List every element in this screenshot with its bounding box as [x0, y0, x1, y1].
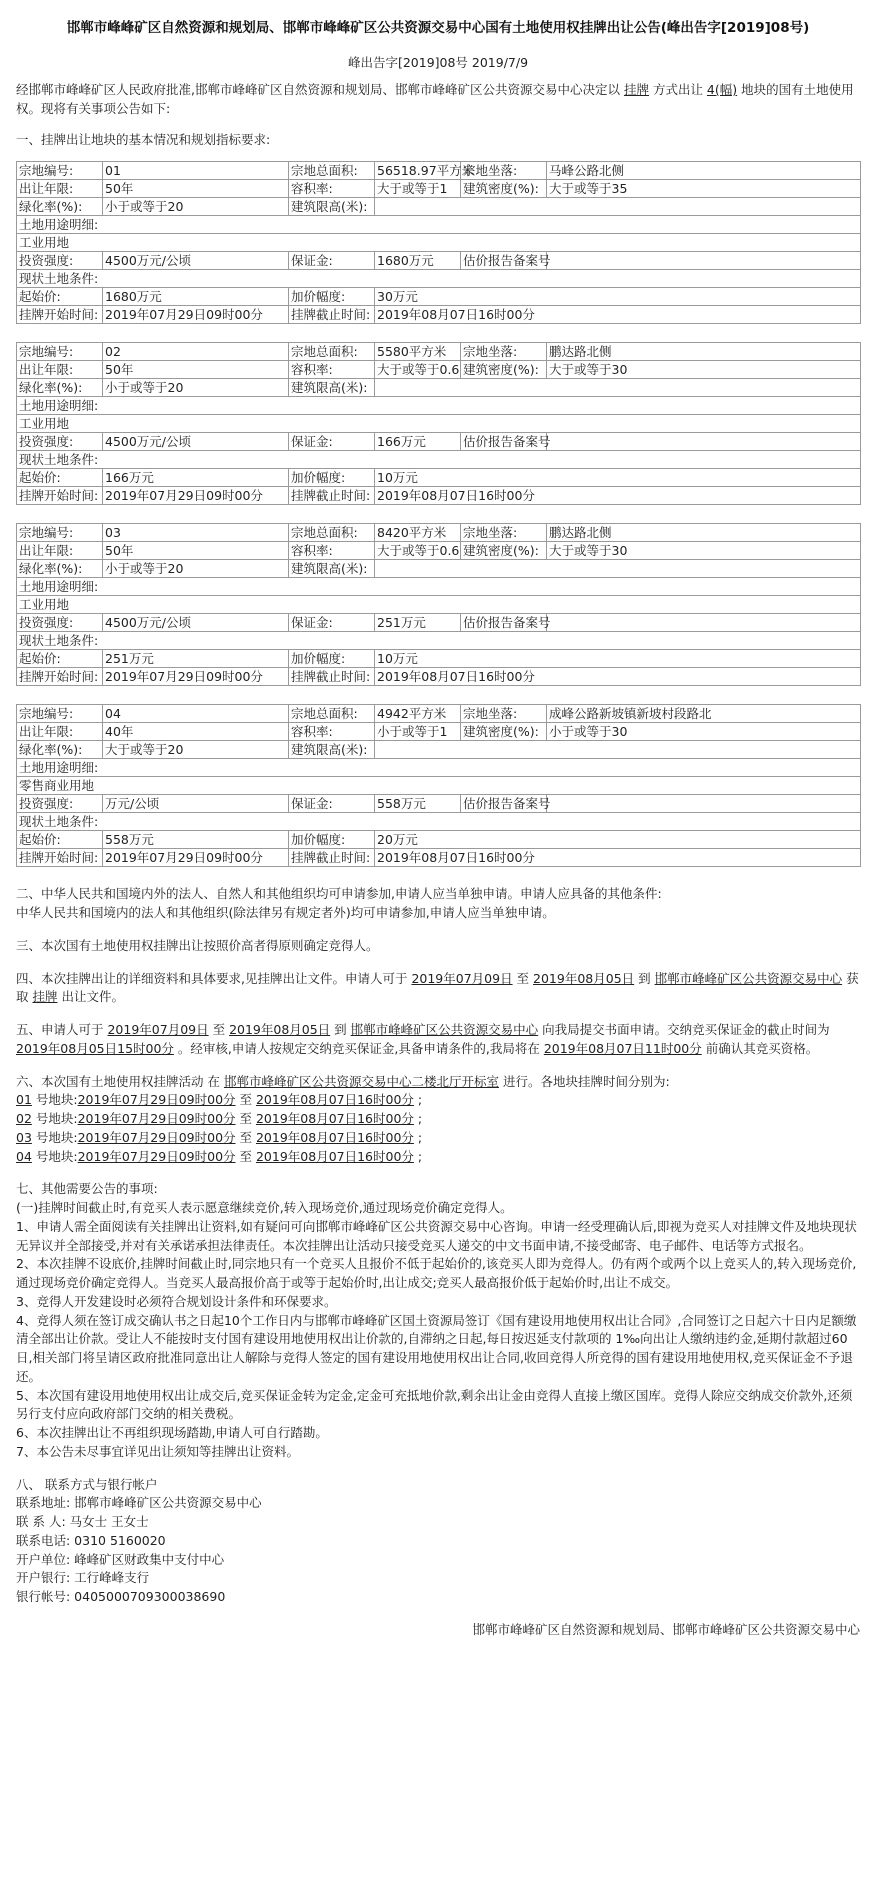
parcel-start-price: 558万元 [103, 831, 289, 849]
parcel-green: 小于或等于20 [103, 560, 289, 578]
parcel-location: 鹏达路北侧 [547, 343, 861, 361]
table-row: 出让年限: 50年 容积率: 大于或等于0.6 建筑密度(%): 大于或等于30 [17, 542, 861, 560]
table-row: 起始价: 251万元 加价幅度: 10万元 [17, 650, 861, 668]
parcel-use: 零售商业用地 [17, 777, 861, 795]
parcel-area: 4942平方米 [375, 705, 461, 723]
table-row: 现状土地条件: [17, 813, 861, 831]
list-item: 02 号地块:2019年07月29日09时00分 至 2019年08月07日16时00分 ; [16, 1111, 423, 1126]
parcel-appraisal [547, 614, 861, 632]
parcel-use: 工业用地 [17, 596, 861, 614]
table-row: 绿化率(%): 大于或等于20 建筑限高(米): [17, 741, 861, 759]
parcel-area: 56518.97平方米 [375, 162, 461, 180]
parcel-start-time: 2019年07月29日09时00分 [103, 487, 289, 505]
parcel-tables [16, 161, 860, 867]
parcel-deposit: 251万元 [375, 614, 461, 632]
table-row: 投资强度: 万元/公顷 保证金: 558万元 估价报告备案号 [17, 795, 861, 813]
parcel-increment: 30万元 [375, 288, 861, 306]
section-1-heading: 一、挂牌出让地块的基本情况和规划指标要求: [16, 131, 271, 147]
parcel-appraisal [547, 252, 861, 270]
parcel-density: 小于或等于30 [547, 723, 861, 741]
parcel-far: 小于或等于1 [375, 723, 461, 741]
parcel-code: 02 [103, 343, 289, 361]
table-row: 土地用途明细: [17, 578, 861, 596]
table-row: 起始价: 166万元 加价幅度: 10万元 [17, 469, 861, 487]
parcel-term: 50年 [103, 180, 289, 198]
table-row: 起始价: 1680万元 加价幅度: 30万元 [17, 288, 861, 306]
parcel-invest: 4500万元/公顷 [103, 433, 289, 451]
account-bank: 开户银行: 工行峰峰支行 [16, 1570, 150, 1586]
table-row: 出让年限: 50年 容积率: 大于或等于1 建筑密度(%): 大于或等于35 [17, 180, 861, 198]
parcel-appraisal [547, 433, 861, 451]
contact-phone: 联系电话: 0310 5160020 [16, 1532, 166, 1548]
issuer-signature: 邯郸市峰峰矿区自然资源和规划局、邯郸市峰峰矿区公共资源交易中心 [472, 1621, 860, 1637]
parcel-density: 大于或等于30 [547, 361, 861, 379]
parcel-area: 5580平方米 [375, 343, 461, 361]
venue: 邯郸市峰峰矿区公共资源交易中心二楼北厅开标室 [223, 1073, 499, 1089]
page-title: 邯郸市峰峰矿区自然资源和规划局、邯郸市峰峰矿区公共资源交易中心国有土地使用权挂牌出让公告(峰出告字[2019]08号) [66, 20, 810, 36]
parcel-code: 03 [103, 524, 289, 542]
parcel-far: 大于或等于0.6 [375, 542, 461, 560]
table-row: 土地用途明细: [17, 216, 861, 234]
parcel-table [16, 342, 861, 505]
table-row: 现状土地条件: [17, 632, 861, 650]
parcel-table [16, 704, 861, 867]
parcel-density: 大于或等于30 [547, 542, 861, 560]
table-row: 出让年限: 40年 容积率: 小于或等于1 建筑密度(%): 小于或等于30 [17, 723, 861, 741]
list-item: 04 号地块:2019年07月29日09时00分 至 2019年08月07日16时00分 ; [16, 1148, 423, 1164]
section-4: 四、本次挂牌出让的详细资料和具体要求,见挂牌出让文件。申请人可于 2019年07月09日 至 2019年08月05日 到 邯郸市峰峰矿区公共资源交易中心 获取 挂牌 出让文件。 [16, 970, 859, 1005]
table-row: 挂牌开始时间: 2019年07月29日09时00分 挂牌截止时间: 2019年08月07日16时00分 [17, 487, 861, 505]
intro-paragraph: 经邯郸市峰峰矿区人民政府批准,邯郸市峰峰矿区自然资源和规划局、邯郸市峰峰矿区公共资源交易中心决定以 挂牌 方式出让 4(幅) 地块的国有土地使用权。现将有关事项公告如下: [16, 82, 854, 116]
table-row: 宗地编号: 03 宗地总面积: 8420平方米 宗地坐落: 鹏达路北侧 [17, 524, 861, 542]
parcel-appraisal [547, 795, 861, 813]
parcel-term: 50年 [103, 361, 289, 379]
contact-person: 联 系 人: 马女士 王女士 [16, 1514, 149, 1529]
contact-address: 联系地址: 邯郸市峰峰矿区公共资源交易中心 [16, 1495, 262, 1511]
table-row: 投资强度: 4500万元/公顷 保证金: 166万元 估价报告备案号 [17, 433, 861, 451]
parcel-end-time: 2019年08月07日16时00分 [375, 306, 861, 324]
parcel-green: 小于或等于20 [103, 379, 289, 397]
parcel-increment: 20万元 [375, 831, 861, 849]
parcel-location: 成峰公路新坡镇新坡村段路北 [547, 705, 861, 723]
parcel-table [16, 523, 861, 686]
table-row: 绿化率(%): 小于或等于20 建筑限高(米): [17, 560, 861, 578]
parcel-far: 大于或等于1 [375, 180, 461, 198]
parcel-green: 大于或等于20 [103, 741, 289, 759]
parcel-far: 大于或等于0.6 [375, 361, 461, 379]
account-unit: 开户单位: 峰峰矿区财政集中支付中心 [16, 1551, 225, 1567]
parcel-height [375, 198, 861, 216]
table-row: 挂牌开始时间: 2019年07月29日09时00分 挂牌截止时间: 2019年08月07日16时00分 [17, 668, 861, 686]
parcel-area: 8420平方米 [375, 524, 461, 542]
parcel-green: 小于或等于20 [103, 198, 289, 216]
parcel-increment: 10万元 [375, 650, 861, 668]
parcel-height [375, 741, 861, 759]
table-row: 绿化率(%): 小于或等于20 建筑限高(米): [17, 198, 861, 216]
parcel-start-price: 166万元 [103, 469, 289, 487]
document-number: 峰出告字[2019]08号 2019/7/9 [347, 55, 529, 71]
method-underlined: 挂牌 [623, 82, 649, 97]
section-7: 七、其他需要公告的事项: (一)挂牌时间截止时,有竞买人表示愿意继续竞价,转入现场竞价,通过现场竞价确定竞得人。 1、申请人需全面阅读有关挂牌出让资料,如有疑问可向邯郸市峰峰矿区公共资源交易中心咨询。申请一经受理确认后,即视为竞买人对挂牌文件及地块现状无异议并全部接受,并对有关承诺承担法律责任。本次挂牌出让活动只接受竞买人递交的中文书面申请,不接受邮寄、电子邮件、电话等方式报名。 2、本次挂牌不设底价,挂牌时间截止时,同宗地只有一个竞买人且报价不低于起始价的,该竞买人即为竞得人。仍有两个或两个以上竞买人的,转入现场竞价,通过现场竞价确定竞得人。当竞买人最高报价高于或等于起始价时,出让成交;竞买人最高报价低于起始价时,出让不成交。 3、竞得人开发建设时必须符合规划设计条件和环保要求。 4、竞得人须在签订成交确认书之日起10个工作日内与邯郸市峰峰矿区国土资源局签订《国有建设用地使用权出让合同》,合同签订之日起六十日内足额缴清全部出让价款。受让人不能按时支付国有建设用地使用权出让价款的,自滞纳之日起,每日按迟延支付款项的 1‰向出让人缴纳违约金,延期付款超过60日,相关部门将呈请区政府批准同意出让人解除与竞得人签定的国有建设用地使用权出让合同,收回竞得人所竞得的国有建设用地使用权,竞买保证金不予退还。 5、本次国有建设用地使用权出让成交后,竞买保证金转为定金,定金可充抵地价款,剩余出让金由竞得人直接上缴区国库。竞得人除应交纳成交价款外,还须另行支付应向政府部门交纳的相关费税。 6、本次挂牌出让不再组织现场踏勘,申请人可自行踏勘。 7、本公告未尽事宜详见出让须知等挂牌出让资料。 [16, 1181, 857, 1459]
parcel-deposit: 166万元 [375, 433, 461, 451]
parcel-density: 大于或等于35 [547, 180, 861, 198]
parcel-end-time: 2019年08月07日16时00分 [375, 487, 861, 505]
parcel-use: 工业用地 [17, 415, 861, 433]
parcel-increment: 10万元 [375, 469, 861, 487]
parcel-code: 01 [103, 162, 289, 180]
table-row: 宗地编号: 02 宗地总面积: 5580平方米 宗地坐落: 鹏达路北侧 [17, 343, 861, 361]
parcel-end-time: 2019年08月07日16时00分 [375, 668, 861, 686]
parcel-invest: 万元/公顷 [103, 795, 289, 813]
parcel-height [375, 379, 861, 397]
list-item: 01 号地块:2019年07月29日09时00分 至 2019年08月07日16时00分 ; [16, 1092, 423, 1108]
section-5: 五、申请人可于 2019年07月09日 至 2019年08月05日 到 邯郸市峰峰矿区公共资源交易中心 向我局提交书面申请。交纳竞买保证金的截止时间为2019年08月05日15时00分 。经审核,申请人按规定交纳竞买保证金,具备申请条件的,我局将在 2019年08月07日11时00分 前确认其竞买资格。 [16, 1022, 830, 1056]
parcel-deposit: 558万元 [375, 795, 461, 813]
parcel-term: 50年 [103, 542, 289, 560]
table-row: 绿化率(%): 小于或等于20 建筑限高(米): [17, 379, 861, 397]
parcel-use: 工业用地 [17, 234, 861, 252]
parcel-invest: 4500万元/公顷 [103, 614, 289, 632]
parcel-start-time: 2019年07月29日09时00分 [103, 668, 289, 686]
exchange-center-name: 邯郸市峰峰矿区公共资源交易中心 [654, 970, 843, 986]
parcel-location: 鹏达路北侧 [547, 524, 861, 542]
table-row [17, 777, 861, 795]
section-3: 三、本次国有土地使用权挂牌出让按照价高者得原则确定竞得人。 [16, 937, 379, 953]
parcel-deposit: 1680万元 [375, 252, 461, 270]
section-6: 六、本次国有土地使用权挂牌活动 在 邯郸市峰峰矿区公共资源交易中心二楼北厅开标室 进行。各地块挂牌时间分别为: 01 号地块:2019年07月29日09时00分 至 2019年08月07日16时00分 ; 02 号地块:2019年07月29日09时00分 至 2019年08月07日16时00分 ; 03 号地块:2019年07月29日09时00分 至 2019年08月07日16时00分 ; 04 号地块:2019年07月29日09时00分 至 2019年08月07日16时00分 ; [16, 1073, 860, 1167]
list-item: 03 号地块:2019年07月29日09时00分 至 2019年08月07日16时00分 ; [16, 1129, 423, 1145]
parcel-code: 04 [103, 705, 289, 723]
table-row: 现状土地条件: [17, 270, 861, 288]
parcel-term: 40年 [103, 723, 289, 741]
section-2: 二、中华人民共和国境内外的法人、自然人和其他组织均可申请参加,申请人应当单独申请。申请人应具备的其他条件: 中华人民共和国境内的法人和其他组织(除法律另有规定者外)均可申请参加,申请人应当单独申请。 [16, 886, 662, 920]
table-row [17, 596, 861, 614]
notice-page [16, 18, 860, 1640]
table-row: 起始价: 558万元 加价幅度: 20万元 [17, 831, 861, 849]
table-row: 宗地编号: 04 宗地总面积: 4942平方米 宗地坐落: 成峰公路新坡镇新坡村段路北 [17, 705, 861, 723]
parcel-start-price: 1680万元 [103, 288, 289, 306]
parcel-table [16, 161, 861, 324]
parcel-start-time: 2019年07月29日09时00分 [103, 849, 289, 867]
parcel-count: 4(幅) [706, 82, 738, 97]
parcel-height [375, 560, 861, 578]
table-row: 挂牌开始时间: 2019年07月29日09时00分 挂牌截止时间: 2019年08月07日16时00分 [17, 306, 861, 324]
parcel-end-time: 2019年08月07日16时00分 [375, 849, 861, 867]
table-row [17, 415, 861, 433]
table-row [17, 234, 861, 252]
parcel-start-price: 251万元 [103, 650, 289, 668]
table-row: 土地用途明细: [17, 397, 861, 415]
table-row: 宗地编号: 01 宗地总面积: 56518.97平方米 宗地坐落: 马峰公路北侧 [17, 162, 861, 180]
table-row: 投资强度: 4500万元/公顷 保证金: 1680万元 估价报告备案号 [17, 252, 861, 270]
table-row: 出让年限: 50年 容积率: 大于或等于0.6 建筑密度(%): 大于或等于30 [17, 361, 861, 379]
table-row: 挂牌开始时间: 2019年07月29日09时00分 挂牌截止时间: 2019年08月07日16时00分 [17, 849, 861, 867]
table-row: 现状土地条件: [17, 451, 861, 469]
parcel-location: 马峰公路北侧 [547, 162, 861, 180]
schedule-list [16, 1091, 860, 1166]
account-number: 银行帐号: 0405000709300038690 [16, 1589, 226, 1604]
table-row: 土地用途明细: [17, 759, 861, 777]
table-row: 投资强度: 4500万元/公顷 保证金: 251万元 估价报告备案号 [17, 614, 861, 632]
section-8-contact: 八、 联系方式与银行帐户 联系地址: 邯郸市峰峰矿区公共资源交易中心 联 系 人: 马女士 王女士 联系电话: 0310 5160020 开户单位: 峰峰矿区财政集中支付中心 开户银行: 工行峰峰支行 银行帐号: 0405000709300038690 [16, 1476, 860, 1607]
parcel-start-time: 2019年07月29日09时00分 [103, 306, 289, 324]
parcel-invest: 4500万元/公顷 [103, 252, 289, 270]
